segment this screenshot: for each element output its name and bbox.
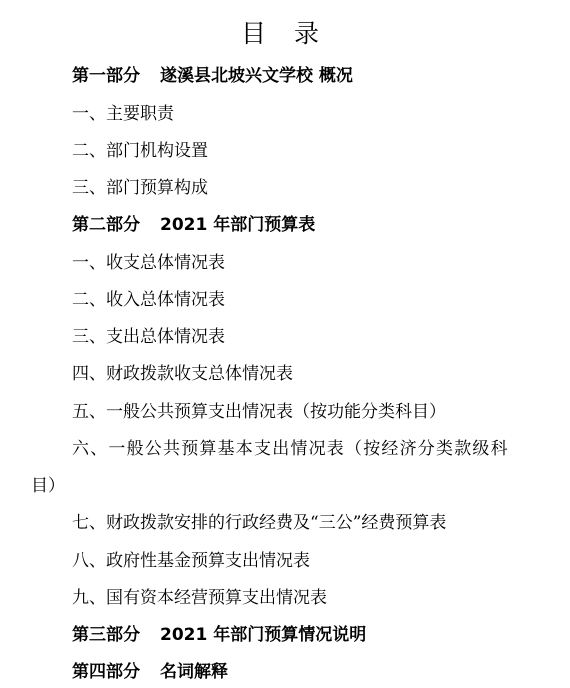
part-title: 遂溪县北坡兴文学校 概况 — [160, 66, 353, 86]
toc-item[interactable]: 三、支出总体情况表 — [72, 327, 225, 347]
toc-item[interactable]: 五、一般公共预算支出情况表（按功能分类科目） — [72, 402, 446, 422]
toc-item[interactable]: 八、政府性基金预算支出情况表 — [72, 551, 310, 571]
toc-part-2[interactable] — [72, 213, 315, 237]
part-label: 第三部分 — [72, 625, 140, 645]
toc-item[interactable]: 一、收支总体情况表 — [72, 253, 225, 273]
part-label: 第四部分 — [72, 662, 140, 682]
toc-item[interactable]: 二、部门机构设置 — [72, 141, 208, 161]
toc-part-1[interactable] — [72, 64, 353, 88]
toc-part-4[interactable] — [72, 660, 228, 684]
toc-item[interactable]: 一、主要职责 — [72, 104, 174, 124]
toc-item[interactable]: 二、收入总体情况表 — [72, 290, 225, 310]
toc-item[interactable]: 四、财政拨款收支总体情况表 — [72, 364, 293, 384]
toc-title: 目 录 — [241, 19, 329, 48]
part-label: 第一部分 — [72, 66, 140, 86]
toc-part-3[interactable] — [72, 623, 366, 647]
toc-item[interactable]: 三、部门预算构成 — [72, 178, 208, 198]
part-title: 名词解释 — [160, 662, 228, 682]
part-label: 第二部分 — [72, 215, 140, 235]
part-title: 2021 年部门预算情况说明 — [160, 625, 367, 645]
part-title: 2021 年部门预算表 — [160, 215, 316, 235]
toc-item[interactable]: 六、一般公共预算基本支出情况表（按经济分类款级科 — [72, 439, 509, 459]
toc-item-continuation[interactable]: 目） — [31, 476, 65, 496]
toc-item[interactable]: 九、国有资本经营预算支出情况表 — [72, 588, 327, 608]
toc-item[interactable]: 七、财政拨款安排的行政经费及“三公”经费预算表 — [72, 513, 447, 533]
